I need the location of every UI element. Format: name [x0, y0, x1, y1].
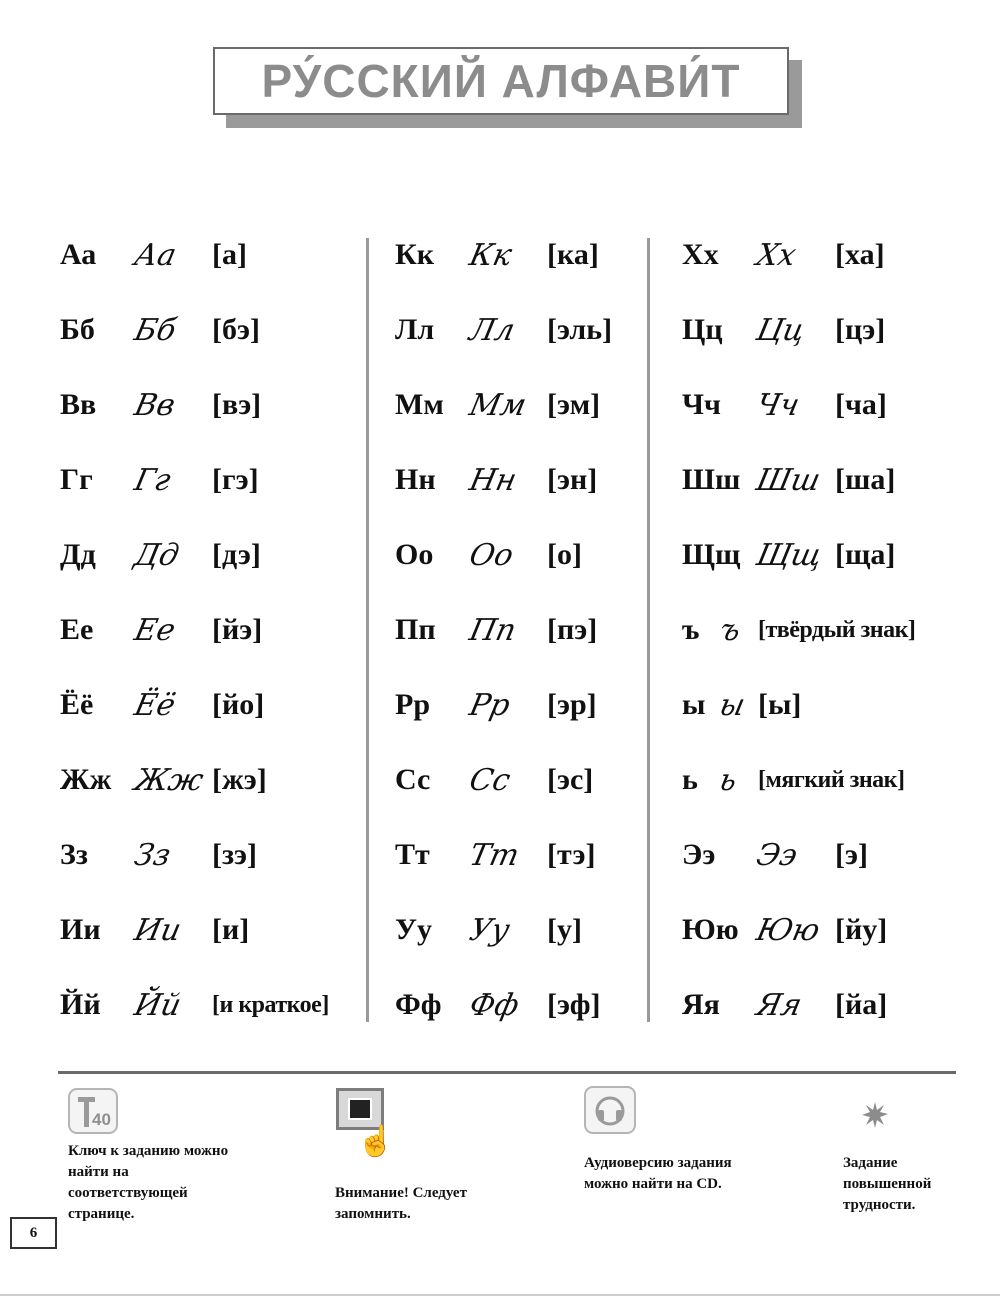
letter-sound: [эм] — [547, 388, 601, 421]
letter-sound: [цэ] — [835, 313, 886, 346]
letter-sound: [жэ] — [212, 763, 267, 796]
letter-script: Шш — [753, 462, 824, 498]
letter-print: Бб — [60, 313, 95, 346]
alphabet-row — [395, 905, 582, 955]
attention-hand-icon: ☝ — [336, 1088, 384, 1130]
letter-print: Чч — [682, 388, 721, 421]
alphabet-row — [682, 605, 915, 655]
letter-print: Йй — [60, 988, 101, 1021]
letter-script: Ее — [131, 612, 179, 648]
column-divider — [647, 238, 650, 1022]
alphabet-row — [682, 380, 887, 430]
letter-script: Дд — [131, 537, 183, 573]
letter-script: Вв — [131, 387, 179, 423]
letter-sound: [ша] — [835, 463, 896, 496]
alphabet-row — [682, 530, 895, 580]
letter-sound: [ча] — [835, 388, 887, 421]
letter-print: Мм — [395, 388, 444, 421]
letter-sound: [эф] — [547, 988, 601, 1021]
alphabet-row — [60, 830, 257, 880]
alphabet-row — [395, 380, 600, 430]
letter-print: Дд — [60, 538, 96, 571]
alphabet-row — [682, 905, 887, 955]
letter-sound: [эс] — [547, 763, 594, 796]
legend-key-text: Ключ к заданию можно найти на соответствующей странице. — [68, 1143, 229, 1222]
letter-script: Аа — [131, 237, 180, 273]
letter-sound: [эн] — [547, 463, 598, 496]
alphabet-row — [60, 980, 329, 1030]
letter-print: Щщ — [682, 538, 741, 571]
alphabet-row — [682, 305, 885, 355]
alphabet-row — [682, 455, 895, 505]
letter-script: Оо — [466, 537, 517, 573]
letter-print: Ее — [60, 613, 94, 646]
alphabet-row — [682, 830, 868, 880]
alphabet-row — [395, 305, 612, 355]
alphabet-row — [395, 980, 601, 1030]
alphabet-row — [60, 755, 267, 805]
letter-script: Нн — [466, 462, 520, 498]
letter-script: Йй — [131, 987, 185, 1023]
letter-print: Рр — [395, 688, 431, 721]
letter-script: Гг — [131, 462, 174, 498]
letter-print: Тт — [395, 838, 430, 871]
column-divider — [366, 238, 369, 1022]
letter-script: Зз — [131, 837, 174, 873]
letter-script: Мм — [466, 387, 530, 423]
letter-print: Сс — [395, 763, 431, 796]
letter-sound: [пэ] — [547, 613, 598, 646]
alphabet-row — [60, 605, 262, 655]
alphabet-row — [395, 680, 597, 730]
letter-sound: [эль] — [547, 313, 613, 346]
letter-print: Хх — [682, 238, 719, 271]
letter-print: Цц — [682, 313, 723, 346]
alphabet-row — [60, 305, 260, 355]
letter-script: ы — [716, 687, 749, 723]
letter-sound: [и краткое] — [212, 991, 329, 1018]
legend-audio-text: Аудиоверсию задания можно найти на CD. — [584, 1155, 732, 1192]
legend-difficulty-text: Задание повышенной трудности. — [843, 1155, 932, 1213]
letter-sound: [а] — [212, 238, 247, 271]
letter-script: Лл — [466, 312, 518, 348]
letter-print: Аа — [60, 238, 97, 271]
alphabet-row — [395, 230, 599, 280]
letter-script: Бб — [131, 312, 180, 348]
letter-print: Шш — [682, 463, 741, 496]
star-burst-icon — [862, 1102, 888, 1128]
letter-sound: [гэ] — [212, 463, 259, 496]
letter-sound: [ка] — [547, 238, 599, 271]
letter-sound: [твёрдый знак] — [758, 616, 916, 643]
letter-sound: [и] — [212, 913, 250, 946]
letter-print: ъ — [682, 613, 700, 646]
letter-print: Яя — [682, 988, 720, 1021]
alphabet-row — [60, 680, 264, 730]
letter-print: Нн — [395, 463, 436, 496]
letter-sound: [тэ] — [547, 838, 596, 871]
letter-script: Щщ — [753, 537, 825, 573]
alphabet-row — [682, 680, 801, 730]
headphones-icon — [584, 1086, 636, 1134]
alphabet-row — [60, 455, 259, 505]
alphabet-row — [395, 530, 582, 580]
letter-print: Ээ — [682, 838, 716, 871]
letter-sound: [о] — [547, 538, 582, 571]
letter-sound: [дэ] — [212, 538, 261, 571]
letter-sound: [эр] — [547, 688, 597, 721]
letter-print: Фф — [395, 988, 442, 1021]
key-icon — [68, 1088, 118, 1134]
letter-sound: [мягкий знак] — [758, 766, 905, 793]
letter-print: Уу — [395, 913, 433, 946]
legend-difficulty — [843, 1153, 973, 1216]
letter-print: Гг — [60, 463, 93, 496]
alphabet-row — [395, 605, 597, 655]
letter-script: Рр — [466, 687, 514, 723]
letter-print: Юю — [682, 913, 739, 946]
letter-script: Цц — [753, 312, 808, 348]
letter-script: Яя — [753, 987, 805, 1023]
letter-print: Оо — [395, 538, 434, 571]
letter-print: Жж — [60, 763, 112, 796]
alphabet-row — [60, 530, 261, 580]
letter-script: Фф — [466, 987, 523, 1023]
letter-script: Чч — [753, 387, 803, 423]
title-box — [213, 47, 789, 115]
letter-print: ь — [682, 763, 698, 796]
alphabet-row — [395, 830, 595, 880]
legend-key — [68, 1141, 238, 1225]
page-number — [10, 1217, 57, 1249]
letter-print: Пп — [395, 613, 436, 646]
letter-print: ы — [682, 688, 706, 721]
legend-audio — [584, 1153, 744, 1195]
alphabet-row — [682, 230, 885, 280]
letter-script: Тт — [466, 837, 523, 873]
letter-sound: [йэ] — [212, 613, 263, 646]
letter-print: Лл — [395, 313, 435, 346]
letter-script: Хх — [753, 237, 800, 273]
key-icon-number: 40 — [92, 1110, 111, 1129]
letter-print: Ёё — [60, 688, 94, 721]
legend-attention-text: Внимание! Следует запомнить. — [335, 1185, 467, 1222]
alphabet-row — [60, 905, 249, 955]
letter-print: Кк — [395, 238, 435, 271]
letter-script: Ёё — [131, 687, 179, 723]
letter-sound: [ща] — [835, 538, 896, 571]
alphabet-row — [682, 980, 887, 1030]
letter-print: Ии — [60, 913, 101, 946]
letter-script: Юю — [753, 912, 823, 948]
letter-script: Ээ — [753, 837, 801, 873]
letter-script: Жж — [131, 762, 207, 798]
letter-script: Кк — [466, 237, 515, 273]
letter-script: ь — [716, 762, 741, 798]
alphabet-row — [395, 755, 593, 805]
letter-script: Сс — [466, 762, 514, 798]
letter-sound: [йа] — [835, 988, 888, 1021]
alphabet-row — [682, 755, 905, 805]
letter-print: Зз — [60, 838, 88, 871]
letter-script: ъ — [716, 612, 744, 648]
letter-sound: [бэ] — [212, 313, 260, 346]
letter-script: Уу — [466, 912, 513, 948]
alphabet-row — [60, 230, 247, 280]
letter-sound: [йу] — [835, 913, 888, 946]
letter-sound: [у] — [547, 913, 582, 946]
page-edge — [0, 1294, 1000, 1296]
letter-sound: [ха] — [835, 238, 885, 271]
alphabet-row — [60, 380, 261, 430]
letter-print: Вв — [60, 388, 97, 421]
letter-script: Ии — [131, 912, 185, 948]
page-number-label: 6 — [29, 1224, 38, 1241]
footer-divider — [58, 1071, 956, 1074]
letter-sound: [э] — [835, 838, 868, 871]
letter-sound: [вэ] — [212, 388, 262, 421]
page-title: РУ́ССКИЙ АЛФАВИ́Т — [261, 55, 741, 107]
letter-sound: [йо] — [212, 688, 265, 721]
letter-sound: [зэ] — [212, 838, 257, 871]
alphabet-row — [395, 455, 597, 505]
letter-script: Пп — [466, 612, 520, 648]
letter-sound: [ы] — [758, 688, 802, 721]
legend-attention — [335, 1183, 525, 1225]
